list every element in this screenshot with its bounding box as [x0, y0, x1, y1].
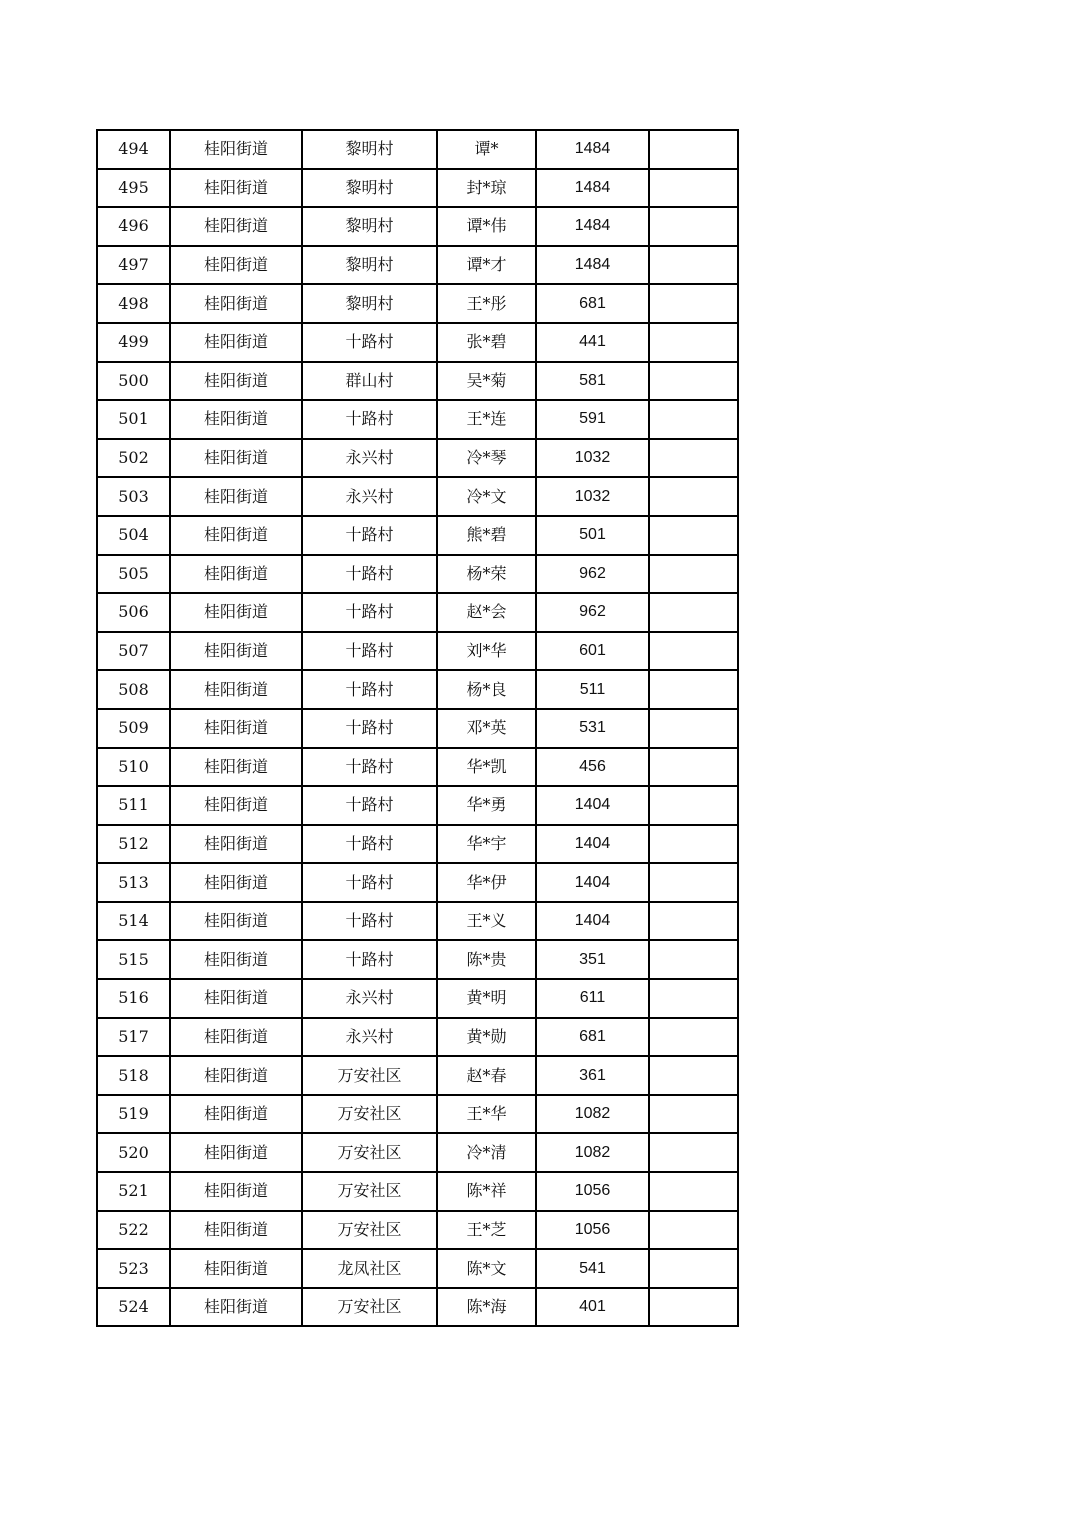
row-number-cell: 519: [97, 1095, 170, 1134]
note-cell: [649, 786, 738, 825]
amount-cell: 401: [536, 1288, 649, 1327]
village-cell: 十路村: [302, 902, 437, 941]
person-name-cell: 陈*海: [437, 1288, 536, 1327]
person-name-cell: 冷*清: [437, 1133, 536, 1172]
note-cell: [649, 1133, 738, 1172]
village-cell: 龙凤社区: [302, 1249, 437, 1288]
amount-cell: 581: [536, 362, 649, 401]
street-cell: 桂阳街道: [170, 284, 302, 323]
street-cell: 桂阳街道: [170, 362, 302, 401]
street-cell: 桂阳街道: [170, 169, 302, 208]
street-cell: 桂阳街道: [170, 940, 302, 979]
street-cell: 桂阳街道: [170, 1172, 302, 1211]
note-cell: [649, 709, 738, 748]
table-row: [97, 1056, 738, 1095]
village-cell: 万安社区: [302, 1095, 437, 1134]
person-name-cell: 邓*英: [437, 709, 536, 748]
person-name-cell: 黄*明: [437, 979, 536, 1018]
street-cell: 桂阳街道: [170, 825, 302, 864]
amount-cell: 1484: [536, 246, 649, 285]
table-row: [97, 1133, 738, 1172]
note-cell: [649, 207, 738, 246]
amount-cell: 962: [536, 555, 649, 594]
street-cell: 桂阳街道: [170, 246, 302, 285]
person-name-cell: 黄*勋: [437, 1018, 536, 1057]
note-cell: [649, 477, 738, 516]
amount-cell: 1484: [536, 130, 649, 169]
person-name-cell: 冷*文: [437, 477, 536, 516]
note-cell: [649, 940, 738, 979]
row-number-cell: 517: [97, 1018, 170, 1057]
village-cell: 黎明村: [302, 130, 437, 169]
amount-cell: 541: [536, 1249, 649, 1288]
table-row: [97, 632, 738, 671]
street-cell: 桂阳街道: [170, 670, 302, 709]
amount-cell: 601: [536, 632, 649, 671]
table-row: [97, 516, 738, 555]
village-cell: 十路村: [302, 863, 437, 902]
village-cell: 群山村: [302, 362, 437, 401]
note-cell: [649, 439, 738, 478]
street-cell: 桂阳街道: [170, 748, 302, 787]
street-cell: 桂阳街道: [170, 632, 302, 671]
person-name-cell: 陈*祥: [437, 1172, 536, 1211]
person-name-cell: 刘*华: [437, 632, 536, 671]
street-cell: 桂阳街道: [170, 979, 302, 1018]
person-name-cell: 封*琼: [437, 169, 536, 208]
person-name-cell: 杨*良: [437, 670, 536, 709]
row-number-cell: 502: [97, 439, 170, 478]
village-cell: 黎明村: [302, 169, 437, 208]
amount-cell: 1484: [536, 207, 649, 246]
amount-cell: 591: [536, 400, 649, 439]
row-number-cell: 512: [97, 825, 170, 864]
row-number-cell: 508: [97, 670, 170, 709]
amount-cell: 1082: [536, 1133, 649, 1172]
person-name-cell: 谭*伟: [437, 207, 536, 246]
village-cell: 十路村: [302, 323, 437, 362]
village-cell: 黎明村: [302, 284, 437, 323]
person-name-cell: 赵*春: [437, 1056, 536, 1095]
person-name-cell: 华*凯: [437, 748, 536, 787]
note-cell: [649, 169, 738, 208]
table-row: [97, 555, 738, 594]
note-cell: [649, 323, 738, 362]
table-row: [97, 825, 738, 864]
row-number-cell: 516: [97, 979, 170, 1018]
village-cell: 永兴村: [302, 1018, 437, 1057]
note-cell: [649, 246, 738, 285]
person-name-cell: 谭*: [437, 130, 536, 169]
amount-cell: 1404: [536, 825, 649, 864]
street-cell: 桂阳街道: [170, 709, 302, 748]
person-name-cell: 张*碧: [437, 323, 536, 362]
note-cell: [649, 825, 738, 864]
amount-cell: 1404: [536, 863, 649, 902]
table-row: [97, 786, 738, 825]
row-number-cell: 498: [97, 284, 170, 323]
village-cell: 万安社区: [302, 1172, 437, 1211]
table-row: [97, 1172, 738, 1211]
amount-cell: 681: [536, 284, 649, 323]
row-number-cell: 521: [97, 1172, 170, 1211]
row-number-cell: 501: [97, 400, 170, 439]
village-cell: 十路村: [302, 748, 437, 787]
table-row: [97, 709, 738, 748]
street-cell: 桂阳街道: [170, 439, 302, 478]
amount-cell: 1056: [536, 1172, 649, 1211]
row-number-cell: 494: [97, 130, 170, 169]
street-cell: 桂阳街道: [170, 1056, 302, 1095]
table-row: [97, 130, 738, 169]
table-body: [97, 130, 738, 1326]
table-row: [97, 246, 738, 285]
table-row: [97, 670, 738, 709]
village-cell: 万安社区: [302, 1288, 437, 1327]
row-number-cell: 522: [97, 1211, 170, 1250]
village-cell: 十路村: [302, 940, 437, 979]
village-cell: 永兴村: [302, 979, 437, 1018]
amount-cell: 351: [536, 940, 649, 979]
row-number-cell: 523: [97, 1249, 170, 1288]
row-number-cell: 497: [97, 246, 170, 285]
row-number-cell: 513: [97, 863, 170, 902]
note-cell: [649, 1018, 738, 1057]
table-row: [97, 748, 738, 787]
row-number-cell: 514: [97, 902, 170, 941]
person-name-cell: 杨*荣: [437, 555, 536, 594]
street-cell: 桂阳街道: [170, 323, 302, 362]
village-cell: 十路村: [302, 516, 437, 555]
person-name-cell: 赵*会: [437, 593, 536, 632]
table-row: [97, 284, 738, 323]
row-number-cell: 520: [97, 1133, 170, 1172]
note-cell: [649, 516, 738, 555]
row-number-cell: 496: [97, 207, 170, 246]
table-row: [97, 439, 738, 478]
table-row: [97, 1211, 738, 1250]
table-row: [97, 940, 738, 979]
street-cell: 桂阳街道: [170, 130, 302, 169]
village-cell: 十路村: [302, 709, 437, 748]
note-cell: [649, 632, 738, 671]
street-cell: 桂阳街道: [170, 1095, 302, 1134]
table-row: [97, 979, 738, 1018]
table-row: [97, 863, 738, 902]
amount-cell: 531: [536, 709, 649, 748]
village-cell: 永兴村: [302, 439, 437, 478]
note-cell: [649, 593, 738, 632]
note-cell: [649, 863, 738, 902]
amount-cell: 681: [536, 1018, 649, 1057]
amount-cell: 441: [536, 323, 649, 362]
amount-cell: 1082: [536, 1095, 649, 1134]
street-cell: 桂阳街道: [170, 1288, 302, 1327]
row-number-cell: 505: [97, 555, 170, 594]
village-cell: 十路村: [302, 632, 437, 671]
village-cell: 黎明村: [302, 246, 437, 285]
amount-cell: 1056: [536, 1211, 649, 1250]
amount-cell: 1484: [536, 169, 649, 208]
amount-cell: 511: [536, 670, 649, 709]
table-row: [97, 362, 738, 401]
amount-cell: 962: [536, 593, 649, 632]
street-cell: 桂阳街道: [170, 1211, 302, 1250]
person-name-cell: 华*勇: [437, 786, 536, 825]
amount-cell: 456: [536, 748, 649, 787]
street-cell: 桂阳街道: [170, 516, 302, 555]
row-number-cell: 524: [97, 1288, 170, 1327]
village-cell: 黎明村: [302, 207, 437, 246]
table-row: [97, 1018, 738, 1057]
street-cell: 桂阳街道: [170, 786, 302, 825]
data-table: [96, 129, 739, 1327]
person-name-cell: 王*连: [437, 400, 536, 439]
note-cell: [649, 1095, 738, 1134]
note-cell: [649, 979, 738, 1018]
note-cell: [649, 1056, 738, 1095]
amount-cell: 1404: [536, 786, 649, 825]
person-name-cell: 王*芝: [437, 1211, 536, 1250]
row-number-cell: 507: [97, 632, 170, 671]
table-row: [97, 1249, 738, 1288]
row-number-cell: 506: [97, 593, 170, 632]
note-cell: [649, 902, 738, 941]
amount-cell: 1032: [536, 477, 649, 516]
street-cell: 桂阳街道: [170, 400, 302, 439]
table-row: [97, 902, 738, 941]
person-name-cell: 华*宇: [437, 825, 536, 864]
street-cell: 桂阳街道: [170, 555, 302, 594]
street-cell: 桂阳街道: [170, 1249, 302, 1288]
table-row: [97, 593, 738, 632]
table-row: [97, 477, 738, 516]
note-cell: [649, 670, 738, 709]
row-number-cell: 504: [97, 516, 170, 555]
amount-cell: 1032: [536, 439, 649, 478]
note-cell: [649, 284, 738, 323]
row-number-cell: 510: [97, 748, 170, 787]
village-cell: 十路村: [302, 555, 437, 594]
person-name-cell: 陈*贵: [437, 940, 536, 979]
amount-cell: 361: [536, 1056, 649, 1095]
amount-cell: 1404: [536, 902, 649, 941]
table-row: [97, 207, 738, 246]
note-cell: [649, 1211, 738, 1250]
note-cell: [649, 400, 738, 439]
note-cell: [649, 1249, 738, 1288]
village-cell: 万安社区: [302, 1056, 437, 1095]
note-cell: [649, 130, 738, 169]
person-name-cell: 吴*菊: [437, 362, 536, 401]
village-cell: 十路村: [302, 593, 437, 632]
village-cell: 十路村: [302, 400, 437, 439]
table-row: [97, 1288, 738, 1327]
person-name-cell: 熊*碧: [437, 516, 536, 555]
note-cell: [649, 748, 738, 787]
row-number-cell: 511: [97, 786, 170, 825]
table-row: [97, 323, 738, 362]
street-cell: 桂阳街道: [170, 1133, 302, 1172]
table-row: [97, 1095, 738, 1134]
village-cell: 永兴村: [302, 477, 437, 516]
note-cell: [649, 555, 738, 594]
person-name-cell: 王*义: [437, 902, 536, 941]
village-cell: 十路村: [302, 670, 437, 709]
village-cell: 十路村: [302, 786, 437, 825]
person-name-cell: 谭*才: [437, 246, 536, 285]
amount-cell: 611: [536, 979, 649, 1018]
note-cell: [649, 1172, 738, 1211]
person-name-cell: 王*华: [437, 1095, 536, 1134]
village-cell: 十路村: [302, 825, 437, 864]
village-cell: 万安社区: [302, 1211, 437, 1250]
street-cell: 桂阳街道: [170, 593, 302, 632]
village-cell: 万安社区: [302, 1133, 437, 1172]
street-cell: 桂阳街道: [170, 1018, 302, 1057]
row-number-cell: 499: [97, 323, 170, 362]
table-row: [97, 169, 738, 208]
street-cell: 桂阳街道: [170, 902, 302, 941]
street-cell: 桂阳街道: [170, 207, 302, 246]
street-cell: 桂阳街道: [170, 477, 302, 516]
row-number-cell: 515: [97, 940, 170, 979]
note-cell: [649, 362, 738, 401]
row-number-cell: 495: [97, 169, 170, 208]
table-row: [97, 400, 738, 439]
note-cell: [649, 1288, 738, 1327]
person-name-cell: 陈*文: [437, 1249, 536, 1288]
person-name-cell: 王*彤: [437, 284, 536, 323]
person-name-cell: 冷*琴: [437, 439, 536, 478]
row-number-cell: 503: [97, 477, 170, 516]
person-name-cell: 华*伊: [437, 863, 536, 902]
row-number-cell: 500: [97, 362, 170, 401]
amount-cell: 501: [536, 516, 649, 555]
row-number-cell: 518: [97, 1056, 170, 1095]
street-cell: 桂阳街道: [170, 863, 302, 902]
row-number-cell: 509: [97, 709, 170, 748]
